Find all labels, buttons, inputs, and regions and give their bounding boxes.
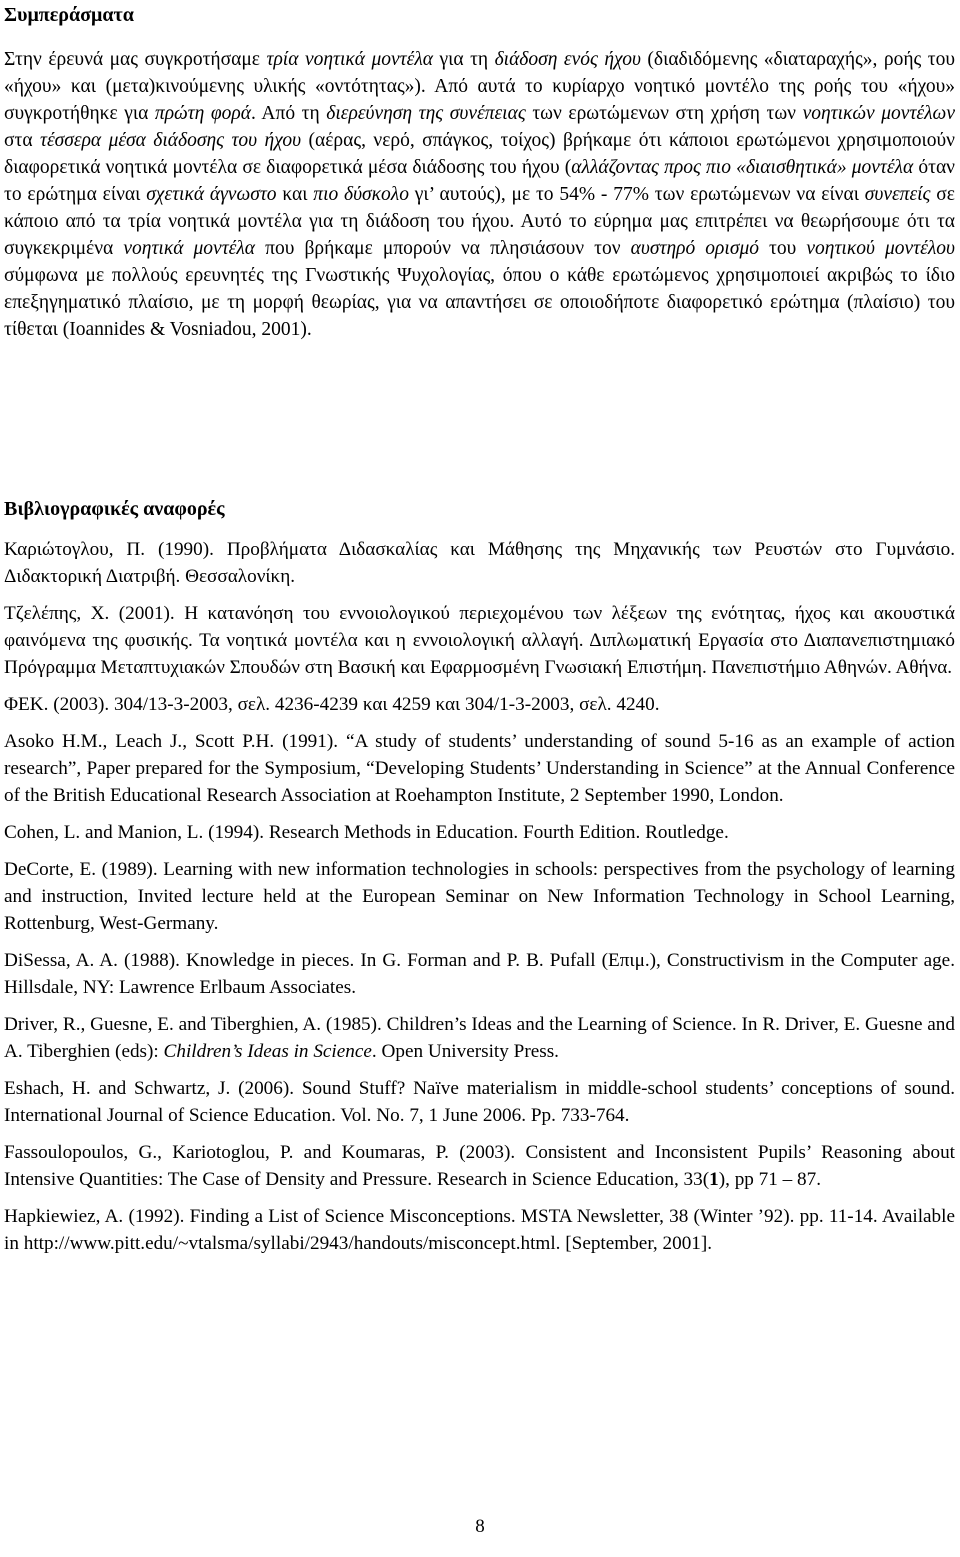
text-run: του bbox=[758, 238, 807, 259]
italic-run: συνεπείς bbox=[864, 184, 931, 205]
reference-text: Eshach, H. and Schwartz, J. (2006). Sound Stuff? Naïve materialism in middle-school students’ conceptions of sound. International Journal of Science Education. Vol. No. 7, 1 June 2006. Pp. 733-764. bbox=[4, 1078, 955, 1126]
italic-run: νοητικού μοντέλου bbox=[806, 238, 955, 259]
italic-run: νοητικά μοντέλα bbox=[123, 238, 256, 259]
text-run: (διαδιδόμενης «διαταραχής», ροής του «ήχου» και (μετα)κινούμενης υλικής «οντότητας»). Από αυτά το κυρίαρχο νοητικό μοντέλο της ροής του «ήχου» συγκροτήθηκε για bbox=[4, 49, 955, 124]
conclusions-heading: Συμπεράσματα bbox=[4, 4, 134, 26]
reference-item bbox=[4, 691, 955, 718]
italic-run: νοητικών μοντέλων bbox=[802, 103, 955, 124]
reference-item bbox=[4, 856, 955, 937]
reference-item bbox=[4, 819, 955, 846]
reference-text: Children’s Ideas in Science bbox=[163, 1041, 372, 1062]
reference-text: Cohen, L. and Manion, L. (1994). Research Methods in Education. Fourth Edition. Routledge. bbox=[4, 822, 729, 843]
reference-text: Hapkiewiez, A. (1992). Finding a List of Science Misconceptions. MSTA Newsletter, 38 (Winter ’92). pp. 11-14. Available in http://www.pitt.edu/~vtalsma/syllabi/2943/handouts/misconcept.html. [September, 2001]. bbox=[4, 1206, 955, 1254]
text-run: στα bbox=[4, 130, 40, 151]
reference-text: . Open University Press. bbox=[371, 1041, 559, 1062]
reference-text: Asoko H.M., Leach J., Scott P.H. (1991). “A study of students’ understanding of sound 5-16 as an example of action research”, Paper prepared for the Symposium, “Developing Students’ Understanding in Science” at the Annual Conference of the British Educational Research Association at Roehampton Institute, 2 September 1990, London. bbox=[4, 731, 955, 806]
text-run: όταν το ερώτημα είναι bbox=[4, 157, 955, 205]
reference-item bbox=[4, 947, 955, 1001]
italic-run: πιο δύσκολο bbox=[313, 184, 409, 205]
text-run: που βρήκαμε μπορούν να πλησιάσουν τον bbox=[255, 238, 631, 259]
reference-item bbox=[4, 1075, 955, 1129]
reference-item bbox=[4, 600, 955, 681]
text-run: γι’ αυτούς), με το 54% - 77% των ερωτώμενων να είναι bbox=[408, 184, 865, 205]
reference-text: ), pp 71 – 87. bbox=[718, 1169, 822, 1190]
italic-run: τέσσερα μέσα διάδοσης του ήχου bbox=[39, 130, 302, 151]
reference-text: DeCorte, E. (1989). Learning with new information technologies in schools: perspectives from the psychology of learning and instruction, Invited lecture held at the European Seminar on New Information Technology in School Learning, Rottenburg, West-Germany. bbox=[4, 859, 955, 934]
italic-run: πρώτη φορά bbox=[154, 103, 252, 124]
reference-text: 1 bbox=[709, 1169, 719, 1190]
reference-item bbox=[4, 536, 955, 590]
page-number: 8 bbox=[475, 1516, 485, 1537]
reference-item bbox=[4, 728, 955, 809]
text-run: Στην έρευνά μας συγκροτήσαμε bbox=[4, 49, 267, 70]
italic-run: διάδοση ενός ήχου bbox=[494, 49, 641, 70]
italic-run: αλλάζοντας προς πιο «διαισθητικά» μοντέλα bbox=[571, 157, 914, 178]
conclusions-paragraph bbox=[4, 46, 955, 343]
text-run: σύμφωνα με πολλούς ερευνητές της Γνωστικής Ψυχολογίας, όπου ο κάθε ερωτώμενος χρησιμοποιεί ακριβώς το ίδιο επεξηγηματικό πλαίσιο, με τη μορφή θεωρίας, για να απαντήσει σε οποιοδήποτε διαφορετικό ερώτημα (πλαίσιο) του τίθεται (Ioannides & Vosniadou, 2001). bbox=[4, 265, 955, 340]
reference-text: Τζελέπης, Χ. (2001). Η κατανόηση του εννοιολογικού περιεχομένου των λέξεων της ενότητας, ήχος και ακουστικά φαινόμενα της φυσικής. Τα νοητικά μοντέλα και η εννοιολογική αλλαγή. Διπλωματική Εργασία στο Διαπανεπιστημιακό Πρόγραμμα Μεταπτυχιακών Σπουδών στη Βασική και Εφαρμοσμένη Γνωσιακή Επιστήμη. Πανεπιστήμιο Αθηνών. Αθήνα. bbox=[4, 603, 955, 678]
reference-text: Fassoulopoulos, G., Kariotoglou, P. and Koumaras, P. (2003). Consistent and Inconsistent Pupils’ Reasoning about Intensive Quantities: The Case of Density and Pressure. Research in Science Education, 33( bbox=[4, 1142, 955, 1190]
references-heading: Βιβλιογραφικές αναφορές bbox=[4, 498, 225, 520]
reference-text: Driver, R., Guesne, E. and Tiberghien, A. (1985). Children’s Ideas and the Learning of Science. In R. Driver, E. Guesne and A. Tiberghien (eds): bbox=[4, 1014, 955, 1062]
text-run: σε κάποιο από τα τρία νοητικά μοντέλα για τη διάδοση του ήχου. Αυτό το εύρημα μας επιτρέπει να θεωρήσουμε ότι τα συγκεκριμένα bbox=[4, 184, 955, 259]
references-list bbox=[4, 536, 955, 1267]
text-run: για τη bbox=[433, 49, 495, 70]
italic-run: σχετικά άγνωστο bbox=[146, 184, 277, 205]
text-run: των ερωτώμενων στη χρήση των bbox=[525, 103, 803, 124]
reference-item bbox=[4, 1203, 955, 1257]
text-run: . Από τη bbox=[251, 103, 327, 124]
italic-run: αυστηρό ορισμό bbox=[630, 238, 759, 259]
text-run: και bbox=[276, 184, 314, 205]
reference-text: DiSessa, A. A. (1988). Knowledge in pieces. In G. Forman and P. B. Pufall (Επιμ.), Constructivism in the Computer age. Hillsdale, NY: Lawrence Erlbaum Associates. bbox=[4, 950, 955, 998]
reference-text: Καριώτογλου, Π. (1990). Προβλήματα Διδασκαλίας και Μάθησης της Μηχανικής των Ρευστών στο Γυμνάσιο. Διδακτορική Διατριβή. Θεσσαλονίκη. bbox=[4, 539, 955, 587]
reference-item bbox=[4, 1139, 955, 1193]
italic-run: τρία νοητικά μοντέλα bbox=[266, 49, 434, 70]
reference-text: ΦΕΚ. (2003). 304/13-3-2003, σελ. 4236-4239 και 4259 και 304/1-3-2003, σελ. 4240. bbox=[4, 694, 660, 715]
reference-item bbox=[4, 1011, 955, 1065]
italic-run: διερεύνηση της συνέπειας bbox=[326, 103, 526, 124]
text-run: (αέρας, νερό, σπάγκος, τοίχος) βρήκαμε ότι κάποιοι ερωτώμενοι χρησιμοποιούν διαφορετικά νοητικά μοντέλα σε διαφορετικά μέσα διάδοσης του ήχου ( bbox=[4, 130, 955, 178]
